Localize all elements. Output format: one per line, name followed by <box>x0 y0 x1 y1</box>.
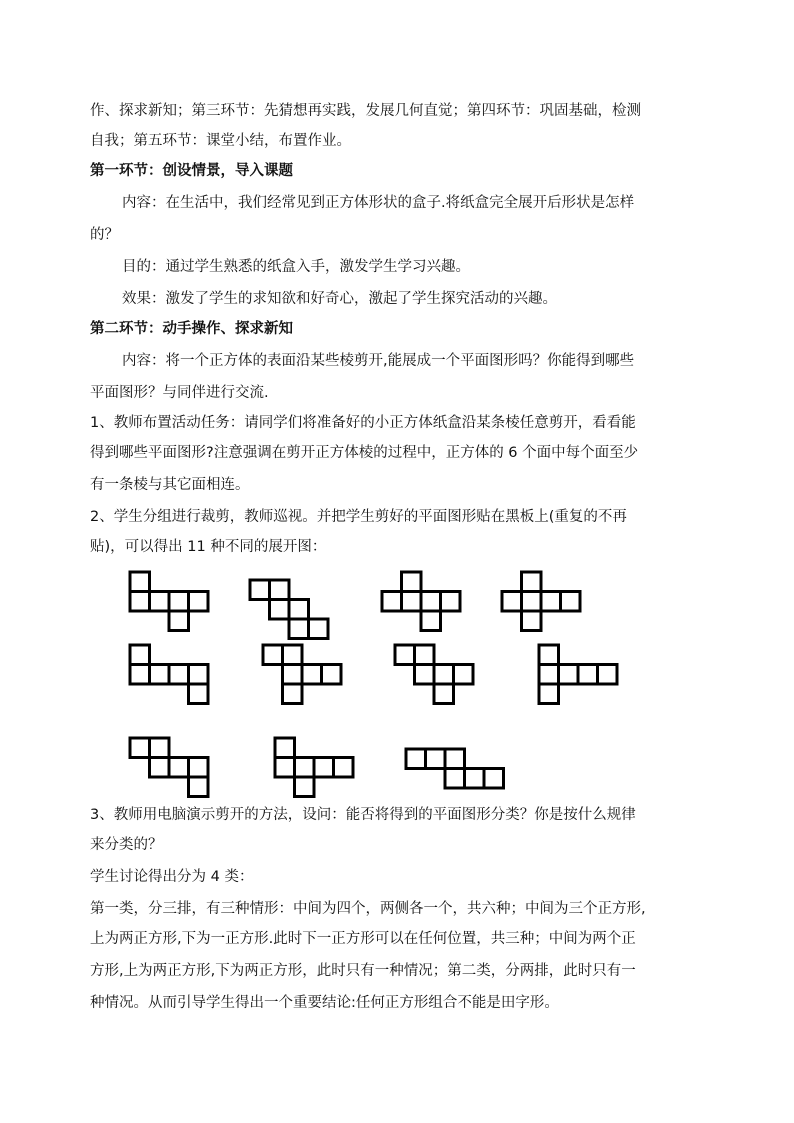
net-square <box>539 645 559 665</box>
net-square <box>270 580 290 600</box>
net-square <box>189 665 209 685</box>
net-square <box>406 749 426 769</box>
paragraph-line: 学生讨论得出分为 4 类： <box>90 869 254 885</box>
net-square <box>395 645 415 665</box>
paragraph-line: 贴)，可以得出 11 种不同的展开图： <box>90 539 327 555</box>
net-square <box>415 645 435 665</box>
paragraph-line: 内容：将一个正方体的表面沿某些棱剪开,能展成一个平面图形吗？你能得到哪些 <box>122 353 635 369</box>
net-square <box>263 645 283 665</box>
net-square <box>402 592 422 612</box>
net-square <box>421 592 441 612</box>
section-heading-2: 第二环节：动手操作、探求新知 <box>90 321 293 337</box>
net-square <box>130 645 150 665</box>
net-square <box>270 600 290 620</box>
cube-net-5 <box>130 645 208 704</box>
paragraph-line: 1、教师布置活动任务：请同学们将准备好的小正方体纸盒沿某条棱任意剪开，看看能 <box>90 415 636 431</box>
net-square <box>289 619 309 639</box>
net-square <box>402 572 422 592</box>
net-square <box>150 738 170 758</box>
net-square <box>283 645 303 665</box>
cube-net-8 <box>539 645 617 704</box>
net-square <box>426 749 446 769</box>
net-square <box>130 665 150 685</box>
net-square <box>502 592 522 612</box>
paragraph-line: 内容：在生活中，我们经常见到正方体形状的盒子.将纸盒完全展开后形状是怎样 <box>122 195 635 211</box>
net-square <box>295 758 315 778</box>
paragraph-line: 平面图形？与同伴进行交流. <box>90 385 269 401</box>
net-square <box>169 611 189 631</box>
net-square <box>382 592 402 612</box>
cube-net-10 <box>275 738 353 797</box>
net-square <box>169 665 189 685</box>
cube-net-2 <box>250 580 328 639</box>
net-square <box>289 600 309 620</box>
cube-net-9 <box>130 738 208 797</box>
cube-net-7 <box>395 645 473 704</box>
paragraph-line: 来分类的？ <box>90 837 163 853</box>
net-square <box>598 665 618 685</box>
net-square <box>559 665 579 685</box>
net-square <box>434 684 454 704</box>
net-square <box>130 572 150 592</box>
paragraph-line: 种情况。从而引导学生得出一个重要结论:任何正方形组合不能是田字形。 <box>90 995 559 1011</box>
net-square <box>275 738 295 758</box>
net-square <box>275 758 295 778</box>
paragraph-line: 第一类，分三排，有三种情形：中间为四个，两侧各一个，共六种；中间为三个正方形, <box>90 901 646 917</box>
net-square <box>309 619 329 639</box>
net-square <box>283 665 303 685</box>
net-square <box>302 665 322 685</box>
net-square <box>484 769 504 789</box>
net-square <box>561 592 581 612</box>
paragraph-line: 3、教师用电脑演示剪开的方法，设问：能否将得到的平面图形分类？你是按什么规律 <box>90 807 636 823</box>
net-square <box>441 592 461 612</box>
net-square <box>295 777 315 797</box>
cube-net-6 <box>263 645 341 704</box>
paragraph-line: 目的：通过学生熟悉的纸盒入手，激发学生学习兴趣。 <box>122 259 470 275</box>
net-square <box>415 665 435 685</box>
net-square <box>169 758 189 778</box>
net-square <box>189 684 209 704</box>
net-square <box>250 580 270 600</box>
net-square <box>314 758 334 778</box>
net-square <box>334 758 354 778</box>
section-heading-1: 第一环节：创设情景，导入课题 <box>90 163 293 179</box>
net-square <box>522 611 542 631</box>
paragraph-line: 效果：激发了学生的求知欲和好奇心，激起了学生探究活动的兴趣。 <box>122 291 557 307</box>
paragraph-line: 作、探求新知；第三环节：先猜想再实践，发展几何直觉；第四环节：巩固基础，检测 <box>90 103 641 119</box>
net-square <box>189 777 209 797</box>
net-square <box>541 592 561 612</box>
paragraph-line: 2、学生分组进行裁剪，教师巡视。并把学生剪好的平面图形贴在黑板上(重复的不再 <box>90 509 627 525</box>
net-square <box>169 592 189 612</box>
net-square <box>150 665 170 685</box>
net-square <box>189 758 209 778</box>
net-square <box>522 572 542 592</box>
net-square <box>445 769 465 789</box>
paragraph-line: 有一条棱与其它面相连。 <box>90 477 250 493</box>
cube-net-3 <box>382 572 460 631</box>
net-square <box>522 592 542 612</box>
net-square <box>130 738 150 758</box>
net-square <box>283 684 303 704</box>
paragraph-line: 自我；第五环节：课堂小结，布置作业。 <box>90 133 351 149</box>
net-square <box>434 665 454 685</box>
paragraph-line: 上为两正方形,下为一正方形.此时下一正方形可以在任何位置，共三种；中间为两个正 <box>90 931 636 947</box>
net-square <box>578 665 598 685</box>
cube-net-11 <box>406 749 504 788</box>
cube-net-4 <box>502 572 580 631</box>
net-square <box>189 592 209 612</box>
paragraph-line: 方形,上为两正方形,下为两正方形，此时只有一种情况；第二类，分两排，此时只有一 <box>90 963 636 979</box>
net-square <box>539 684 559 704</box>
net-square <box>150 592 170 612</box>
net-square <box>465 769 485 789</box>
cube-net-1 <box>130 572 208 631</box>
net-square <box>445 749 465 769</box>
net-square <box>454 665 474 685</box>
net-square <box>130 592 150 612</box>
net-square <box>539 665 559 685</box>
paragraph-line: 得到哪些平面图形?注意强调在剪开正方体棱的过程中，正方体的 6 个面中每个面至少 <box>90 445 639 461</box>
net-square <box>322 665 342 685</box>
net-square <box>421 611 441 631</box>
paragraph-line: 的？ <box>90 227 119 243</box>
net-square <box>150 758 170 778</box>
